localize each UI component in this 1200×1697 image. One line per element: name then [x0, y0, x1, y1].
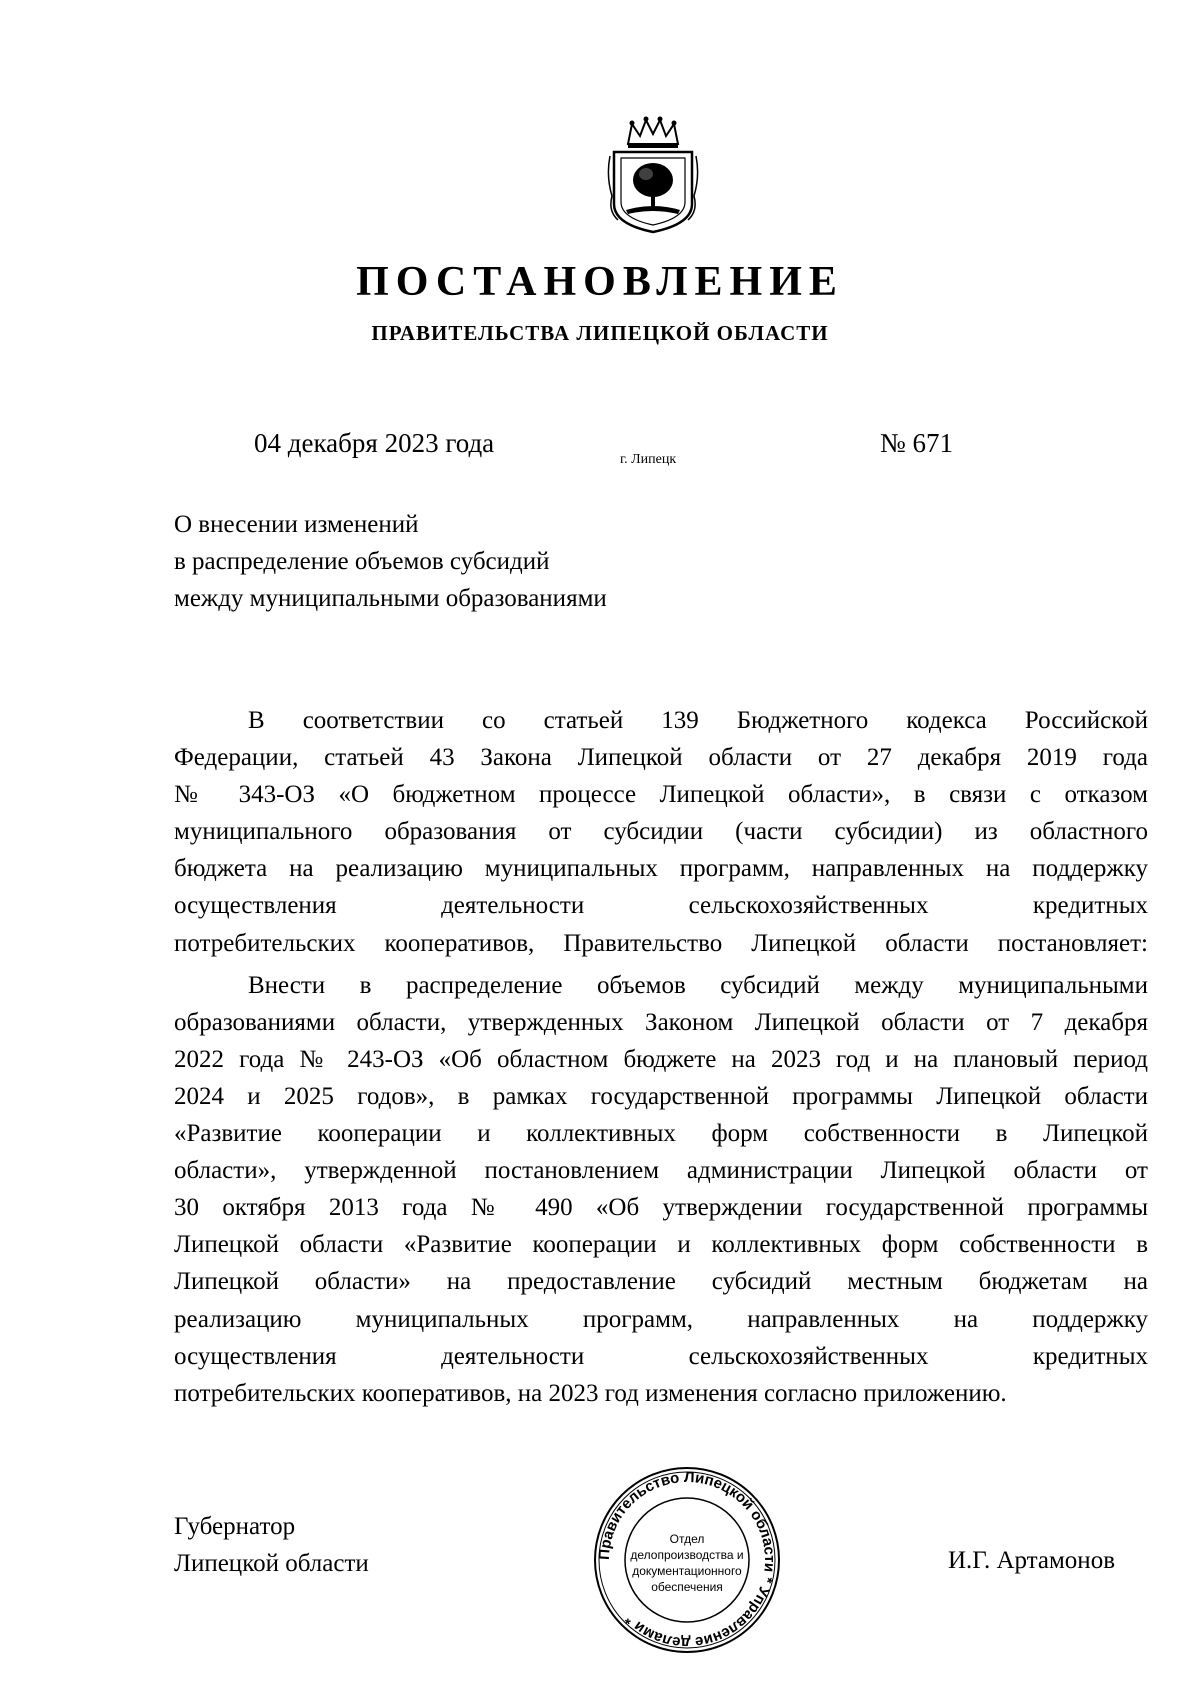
body-line: образованиями области, утвержденных Законом Липецкой области от 7 декабря [174, 1008, 1148, 1036]
body-line: 2022 года № 243-ОЗ «Об областном бюджете на 2023 год и на плановый период [174, 1045, 1148, 1073]
body-line: осуществления деятельности сельскохозяйственных кредитных [174, 1342, 1148, 1370]
document-number: № 671 [880, 428, 954, 458]
document-subject [174, 506, 607, 617]
document-body [174, 702, 1148, 1417]
body-line: потребительских кооперативов, Правительство Липецкой области постановляет: [174, 929, 1148, 957]
seal-outer-text-path: Правительство Липецкой области * Управление делами * [595, 1468, 779, 1652]
body-line: Липецкой области «Развитие кооперации и коллективных форм собственности в [174, 1231, 1148, 1259]
subject-line: в распределение объемов субсидий [174, 548, 550, 575]
body-line: В соответствии со статьей 139 Бюджетного кодекса Российской [248, 707, 1148, 734]
subject-line: О внесении изменений [174, 511, 419, 538]
signatory-name: И.Г. Артамонов [948, 1547, 1115, 1574]
coat-of-arms-emblem [606, 116, 700, 236]
body-line: бюджета на реализацию муниципальных программ, направленных на поддержку [174, 855, 1148, 883]
body-line: потребительских кооперативов, на 2023 год изменения согласно приложению. [174, 1379, 1007, 1407]
body-line: № 343-ОЗ «О бюджетном процессе Липецкой области», в связи с отказом [174, 781, 1148, 809]
body-line: муниципального образования от субсидии (части субсидии) из областного [174, 818, 1148, 846]
body-paragraph-2 [174, 967, 1148, 1412]
document-subtitle: ПРАВИТЕЛЬСТВА ЛИПЕЦКОЙ ОБЛАСТИ [371, 321, 829, 345]
body-line: 2024 и 2025 годов», в рамках государственной программы Липецкой области [174, 1082, 1148, 1110]
seal-inner-line: Отдел [669, 1532, 705, 1546]
seal-inner-line: документационного [632, 1564, 742, 1578]
document-date: 04 декабря 2023 года [254, 428, 495, 458]
seal-inner-line: обеспечения [651, 1580, 723, 1594]
signatory-position [174, 1508, 369, 1582]
seal-inner-line: делопроизводства и [630, 1548, 744, 1562]
body-paragraph-1 [174, 702, 1148, 962]
body-line: реализацию муниципальных программ, направленных на поддержку [174, 1305, 1148, 1333]
document-city: г. Липецк [620, 452, 677, 467]
document-title: ПОСТАНОВЛЕНИЕ [356, 259, 844, 305]
body-line: осуществления деятельности сельскохозяйственных кредитных [174, 892, 1148, 920]
body-line: Липецкой области» на предоставление субсидий местным бюджетам на [174, 1268, 1148, 1296]
body-line: Федерации, статьей 43 Закона Липецкой области от 27 декабря 2019 года [174, 744, 1148, 772]
body-line: области», утвержденной постановлением администрации Липецкой области от [174, 1157, 1148, 1185]
signatory-position-line: Губернатор [174, 1513, 296, 1540]
body-line: «Развитие кооперации и коллективных форм собственности в Липецкой [174, 1120, 1148, 1148]
subject-line: между муниципальными образованиями [174, 585, 607, 612]
official-seal [592, 1465, 782, 1655]
body-line: 30 октября 2013 года № 490 «Об утверждении государственной программы [174, 1194, 1148, 1222]
signatory-position-line: Липецкой области [174, 1550, 369, 1577]
body-line: Внести в распределение объемов субсидий между муниципальными [248, 971, 1148, 999]
